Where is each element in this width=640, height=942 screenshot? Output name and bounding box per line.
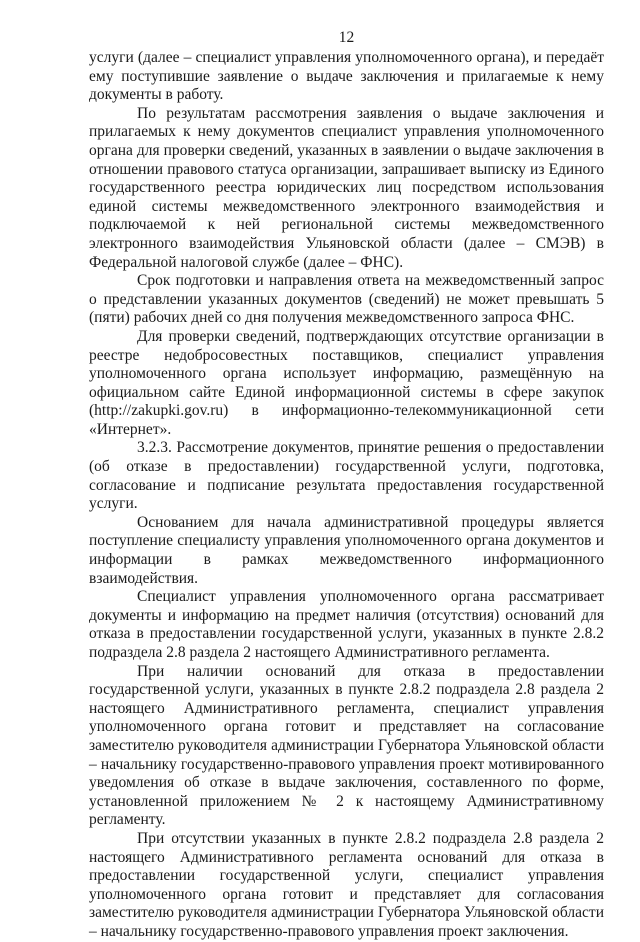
paragraph-specialist-review: Специалист управления уполномоченного органа рассматривает документы и информацию на предмет наличия (отсутствия) оснований для отказа в предоставлении государственной услуги, указанных в пункте 2.8.2 подраздела 2.8 раздела 2 настоящего Административного регламента. <box>89 588 604 661</box>
paragraph-unscrupulous-suppliers-check: Для проверки сведений, подтверждающих отсутствие организации в реестре недобросовестных поставщиков, специалист управления уполномоченного органа использует информацию, размещённую на официальном сайте Единой информационной системы в сфере закупок (http://zakupki.gov.ru) в информационно-телекоммуникационной сети «Интернет». <box>89 327 604 438</box>
paragraph-response-deadline: Срок подготовки и направления ответа на межведомственный запрос о представлении указанных документов (сведений) не может превышать 5 (пяти) рабочих дней со дня получения межведомственного запроса ФНС. <box>89 272 604 327</box>
paragraph-refusal-case: При наличии оснований для отказа в предоставлении государственной услуги, указанных в пункте 2.8.2 подраздела 2.8 раздела 2 настоящего Административного регламента, специалист управления уполномоченного органа готовит и представляет на согласование заместителю руководителя администрации Губернатора Ульяновской области – начальнику государственно-правового управления проект мотивированного уведомления об отказе в выдаче заключения, составленного по форме, установленной приложением № 2 к настоящему Административному регламенту. <box>89 662 604 829</box>
paragraph-approval-case: При отсутствии указанных в пункте 2.8.2 подраздела 2.8 раздела 2 настоящего Административного регламента оснований для отказа в предоставлении государственной услуги, специалист управления уполномоченного органа готовит и представляет для согласования заместителю руководителя администрации Губернатора Ульяновской области – начальнику государственно-правового управления проект заключения. <box>89 829 604 940</box>
page-number: 12 <box>338 29 355 46</box>
paragraph-procedure-grounds: Основанием для начала административной процедуры является поступление специалисту управления уполномоченного органа документов и информации в рамках межведомственного информационного взаимодействия. <box>89 513 604 587</box>
paragraph-section-3-2-3: 3.2.3. Рассмотрение документов, принятие решения о предоставлении (об отказе в предоставлении) государственной услуги, подготовка, согласование и подписание результата предоставления государственной услуги. <box>89 439 604 513</box>
paragraph-continuation: услуги (далее – специалист управления уполномоченного органа), и передаёт ему поступившие заявление о выдаче заключения и прилагаемые к нему документы в работу. <box>89 49 604 104</box>
paragraph-request-extract: По результатам рассмотрения заявления о выдаче заключения и прилагаемых к нему документов специалист управления уполномоченного органа для проверки сведений, указанных в заявлении о выдаче заключения в отношении правового статуса организации, запрашивает выписку из Единого государственного реестра юридических лиц посредством использования единой системы межведомственного электронного взаимодействия и подключаемой к ней региональной системы межведомственного электронного взаимодействия Ульяновской области (далее – СМЭВ) в Федеральной налоговой службе (далее – ФНС). <box>89 104 604 271</box>
